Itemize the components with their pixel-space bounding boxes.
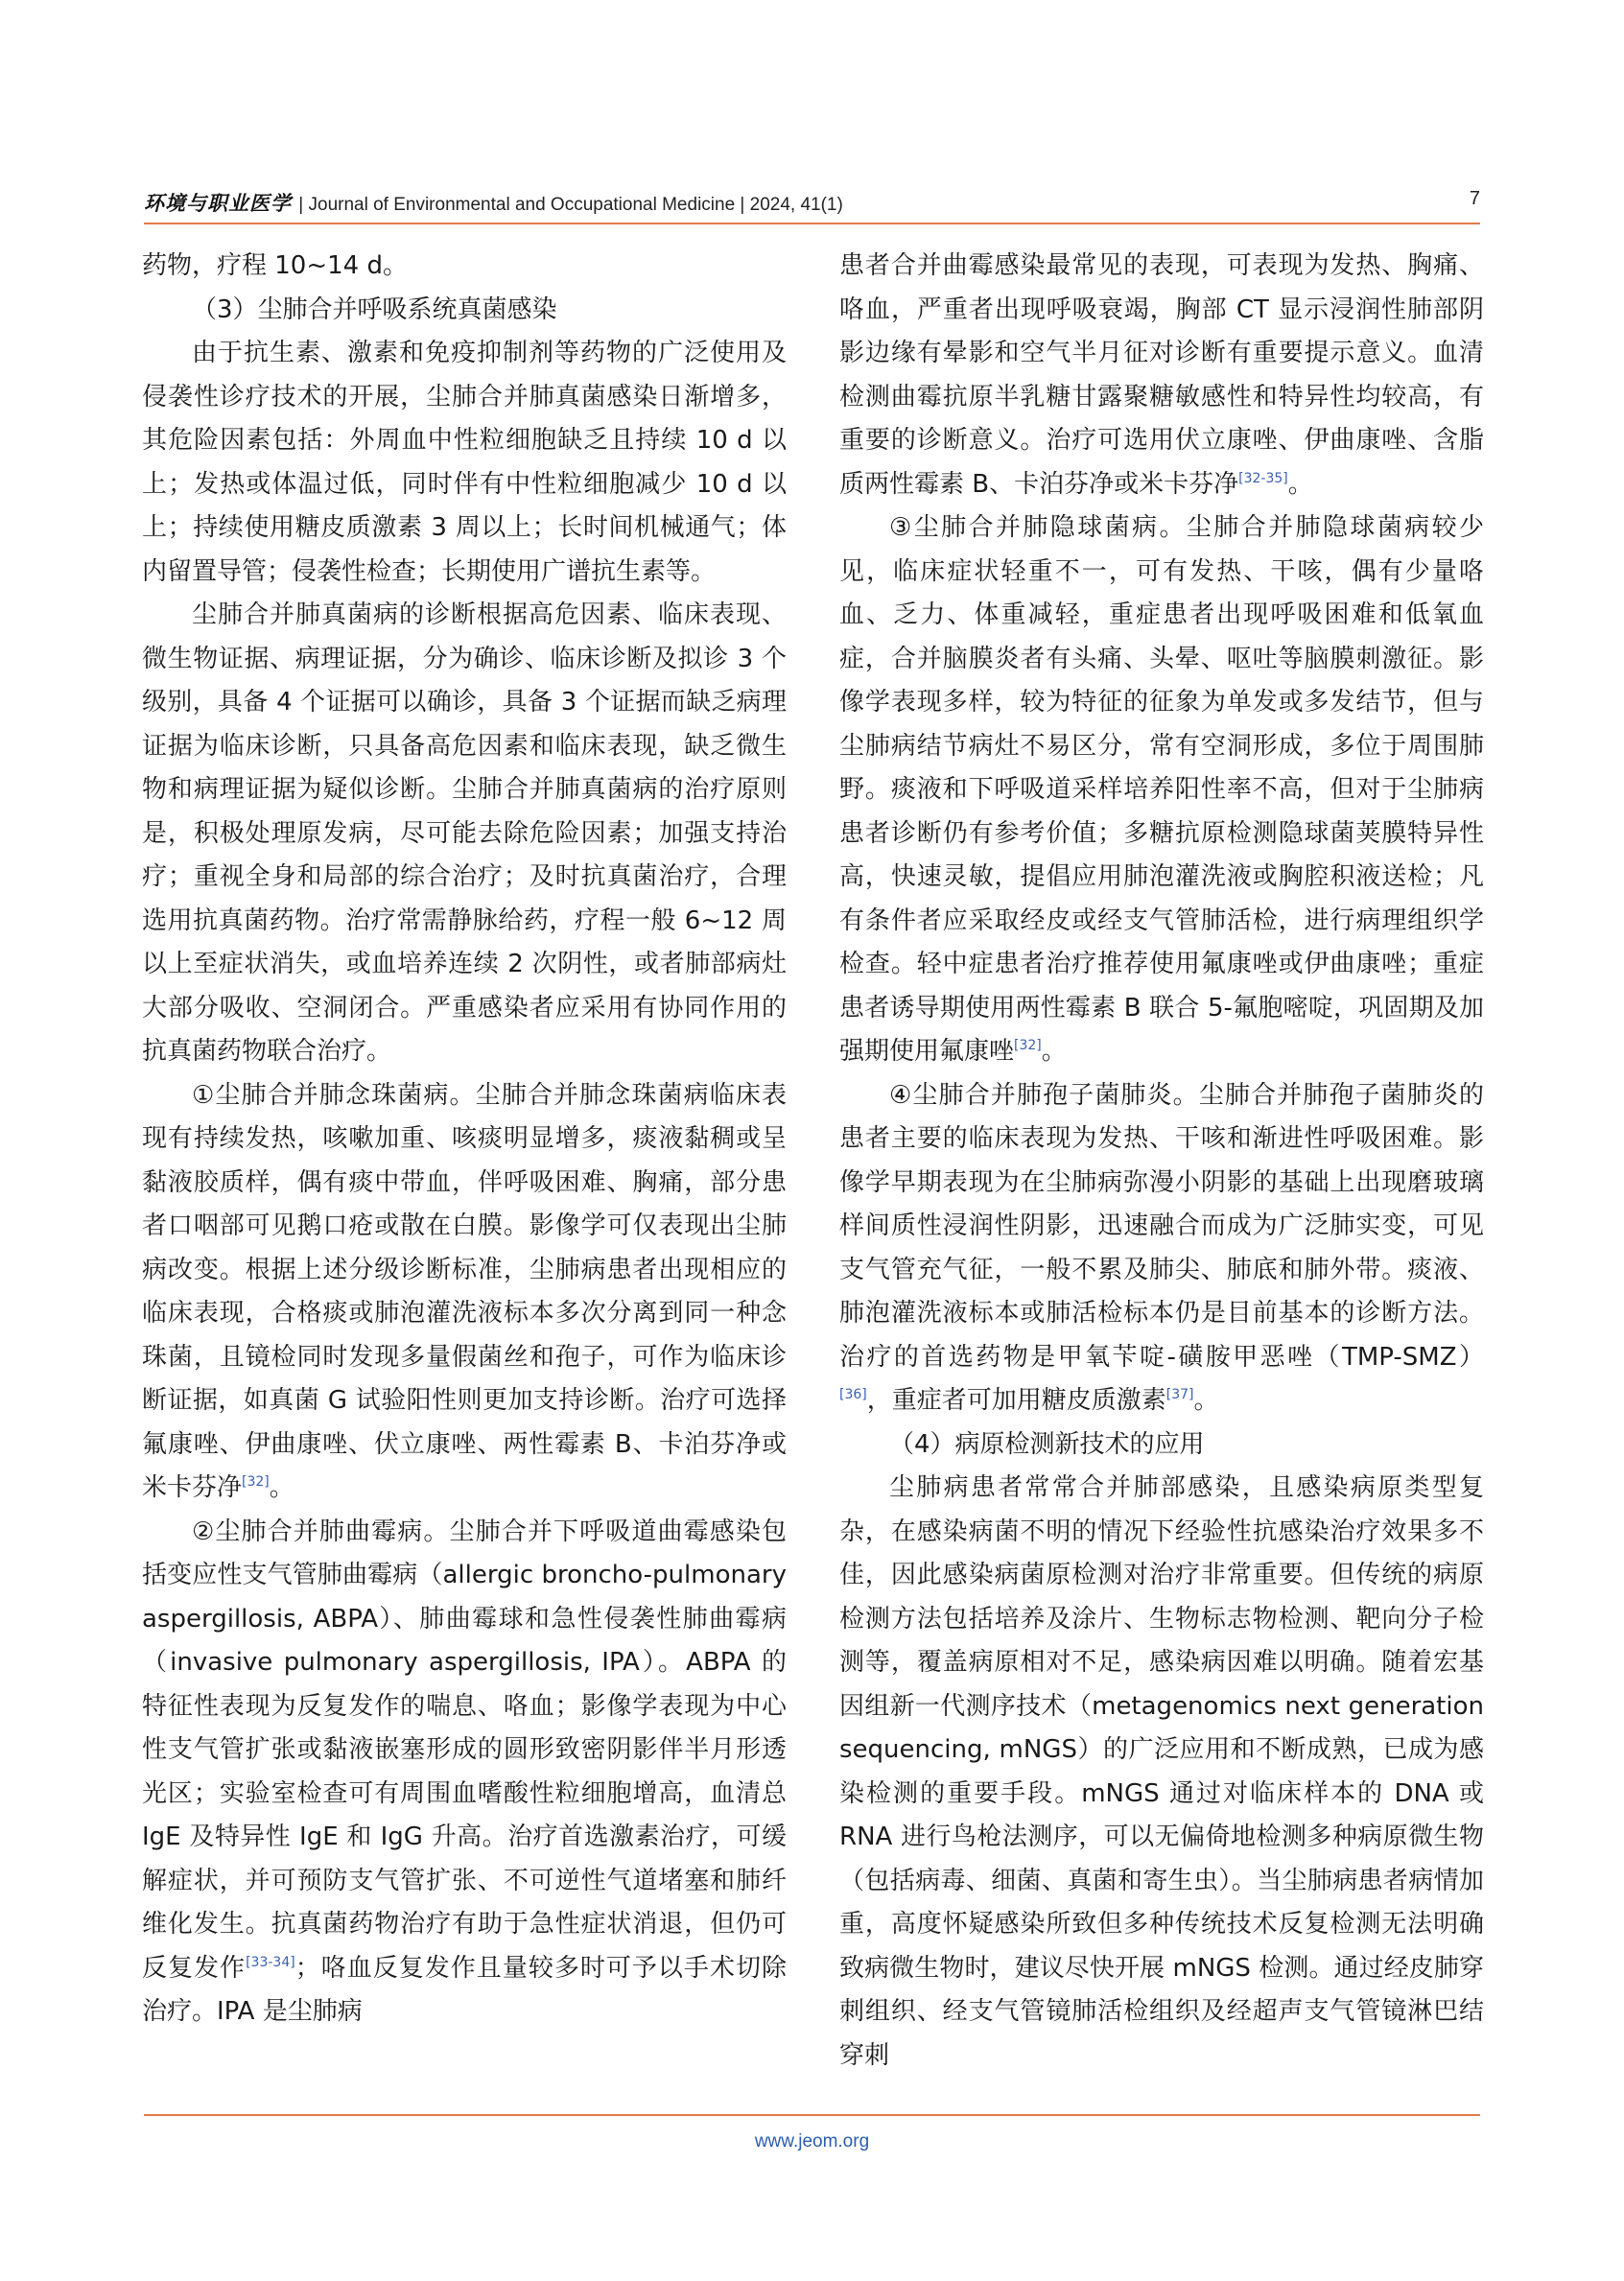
paragraph-text: ①尘肺合并肺念珠菌病。尘肺合并肺念珠菌病临床表现有持续发热，咳嗽加重、咳痰明显增多，痰液黏稠或呈黏液胶质样，偶有痰中带血，伴呼吸困难、胸痛，部分患者口咽部可见鹅口疮或散在白膜。影像学可仅表现出尘肺病改变。根据上述分级诊断标准，尘肺病患者出现相应的临床表现，合格痰或肺泡灌洗液标本多次分离到同一种念珠菌，且镜检同时发现多量假菌丝和孢子，可作为临床诊断证据，如真菌 G 试验阳性则更加支持诊断。治疗可选择氟康唑、伊曲康唑、伏立康唑、两性霉素 B、卡泊芬净或米卡芬净 (142, 1080, 787, 1502)
paragraph-text: ；咯血反复发作且量较多时可予以手术切除治疗。IPA 是尘肺病 (142, 1953, 787, 2026)
section-heading: （4）病原检测新技术的应用 (889, 1429, 1205, 1459)
paragraph-text: 患者合并曲霉感染最常见的表现，可表现为发热、胸痛、咯血，严重者出现呼吸衰竭，胸部 CT 显示浸润性肺部阴影边缘有晕影和空气半月征对诊断有重要提示意义。血清检测曲霉抗原半乳糖甘露聚糖敏感性和特异性均较高，有重要的诊断意义。治疗可选用伏立康唑、伊曲康唑、含脂质两性霉素 B、卡泊芬净或米卡芬净 (839, 251, 1484, 499)
paragraph: 由于抗生素、激素和免疫抑制剂等药物的广泛使用及侵袭性诊疗技术的开展，尘肺合并肺真菌感染日渐增多，其危险因素包括：外周血中性粒细胞缺乏且持续 10 d 以上；发热或体温过低，同时伴有中性粒细胞减少 10 d 以上；持续使用糖皮质激素 3 周以上；长时间机械通气；体内留置导管；侵袭性检查；长期使用广谱抗生素等。 (142, 339, 787, 586)
paragraph (839, 506, 1484, 1074)
paragraph-text: ③尘肺合并肺隐球菌病。尘肺合并肺隐球菌病较少见，临床症状轻重不一，可有发热、干咳，偶有少量咯血、乏力、体重减轻，重症患者出现呼吸困难和低氧血症，合并脑膜炎者有头痛、头晕、呕吐等脑膜刺激征。影像学表现多样，较为特征的征象为单发或多发结节，但与尘肺病结节病灶不易区分，常有空洞形成，多位于周围肺野。痰液和下呼吸道采样培养阳性率不高，但对于尘肺病患者诊断仍有参考价值；多糖抗原检测隐球菌荚膜特异性高，快速灵敏，提倡应用肺泡灌洗液或胸腔积液送检；凡有条件者应采取经皮或经支气管肺活检，进行病理组织学检查。轻中症患者治疗推荐使用氟康唑或伊曲康唑；重症患者诱导期使用两性霉素 B 联合 5-氟胞嘧啶，巩固期及加强期使用氟康唑 (839, 513, 1484, 1066)
paragraph-text: 。 (269, 1473, 294, 1502)
paragraph: 尘肺合并肺真菌病的诊断根据高危因素、临床表现、微生物证据、病理证据，分为确诊、临床诊断及拟诊 3 个级别，具备 4 个证据可以确诊，具备 3 个证据而缺乏病理证据为临床诊断，只具备高危因素和临床表现，缺乏微生物和病理证据为疑似诊断。尘肺合并肺真菌病的治疗原则是，积极处理原发病，尽可能去除危险因素；加强支持治疗；重视全身和局部的综合治疗；及时抗真菌治疗，合理选用抗真菌药物。治疗常需静脉给药，疗程一般 6~12 周以上至症状消失，或血培养连续 2 次阴性，或者肺部病灶大部分吸收、空洞闭合。严重感染者应采用有协同作用的抗真菌药物联合治疗。 (142, 600, 787, 1066)
footer-rule (144, 2114, 1480, 2116)
paragraph (839, 245, 1484, 506)
citation-ref[interactable]: [32] (1014, 1038, 1042, 1053)
citation-ref[interactable]: [36] (839, 1387, 867, 1402)
paragraph-text: 。 (1041, 1037, 1067, 1066)
paragraph-text: 。 (1287, 469, 1313, 499)
paragraph (142, 1511, 787, 2034)
citation-ref[interactable]: [32] (242, 1474, 270, 1490)
section-heading: （3）尘肺合并呼吸系统真菌感染 (192, 294, 557, 324)
paragraph-text: ④尘肺合并肺孢子菌肺炎。尘肺合并肺孢子菌肺炎的患者主要的临床表现为发热、干咳和渐进性呼吸困难。影像学早期表现为在尘肺病弥漫小阴影的基础上出现磨玻璃样间质性浸润性阴影，迅速融合而成为广泛肺实变，可见支气管充气征，一般不累及肺尖、肺底和肺外带。痰液、肺泡灌洗液标本或肺活检标本仍是目前基本的诊断方法。治疗的首选药物是甲氧苄啶-磺胺甲恶唑（TMP-SMZ） (839, 1080, 1484, 1372)
journal-logo: 环境与职业医学 (144, 191, 292, 215)
footer-url[interactable]: www.jeom.org (754, 2131, 870, 2152)
citation-ref[interactable]: [37] (1165, 1387, 1194, 1402)
right-column (839, 245, 1484, 2078)
page-number: 7 (1469, 188, 1480, 209)
running-header (144, 188, 1480, 223)
left-column (142, 245, 787, 2034)
journal-citation: | Journal of Environmental and Occupational Medicine | 2024, 41(1) (298, 195, 843, 215)
paragraph (839, 1074, 1484, 1423)
citation-ref[interactable]: [33-34] (246, 1954, 295, 1970)
paragraph-text: 。 (1193, 1386, 1219, 1415)
paragraph (142, 1074, 787, 1511)
header-rule (144, 223, 1480, 224)
paragraph-text: ，重症者可加用糖皮质激素 (866, 1386, 1166, 1415)
paragraph: 药物，疗程 10~14 d。 (142, 251, 408, 280)
citation-ref[interactable]: [32-35] (1238, 470, 1288, 486)
paragraph: 尘肺病患者常常合并肺部感染，且感染病原类型复杂，在感染病菌不明的情况下经验性抗感染治疗效果多不佳，因此感染病菌原检测对治疗非常重要。但传统的病原检测方法包括培养及涂片、生物标志物检测、靶向分子检测等，覆盖病原相对不足，感染病因难以明确。随着宏基因组新一代测序技术（metagenomics next generation sequencing, mNGS）的广泛应用和不断成熟，已成为感染检测的重要手段。mNGS 通过对临床样本的 DNA 或 RNA 进行鸟枪法测序，可以无偏倚地检测多种病原微生物（包括病毒、细菌、真菌和寄生虫）。当尘肺病患者病情加重，高度怀疑感染所致但多种传统技术反复检测无法明确致病微生物时，建议尽快开展 mNGS 检测。通过经皮肺穿刺组织、经支气管镜肺活检组织及经超声支气管镜淋巴结穿刺 (839, 1473, 1484, 2070)
paragraph-text: ②尘肺合并肺曲霉病。尘肺合并下呼吸道曲霉感染包括变应性支气管肺曲霉病（allergic broncho-pulmonary aspergillosis, ABPA）、肺曲霉球和急性侵袭性肺曲霉病（invasive pulmonary aspergillosis, IPA）。ABPA 的特征性表现为反复发作的喘息、咯血；影像学表现为中心性支气管扩张或黏液嵌塞形成的圆形致密阴影伴半月形透光区；实验室检查可有周围血嗜酸性粒细胞增高，血清总 IgE 及特异性 IgE 和 IgG 升高。治疗首选激素治疗，可缓解症状，并可预防支气管扩张、不可逆性气道堵塞和肺纤维化发生。抗真菌药物治疗有助于急性症状消退，但仍可反复发作 (142, 1517, 787, 1983)
